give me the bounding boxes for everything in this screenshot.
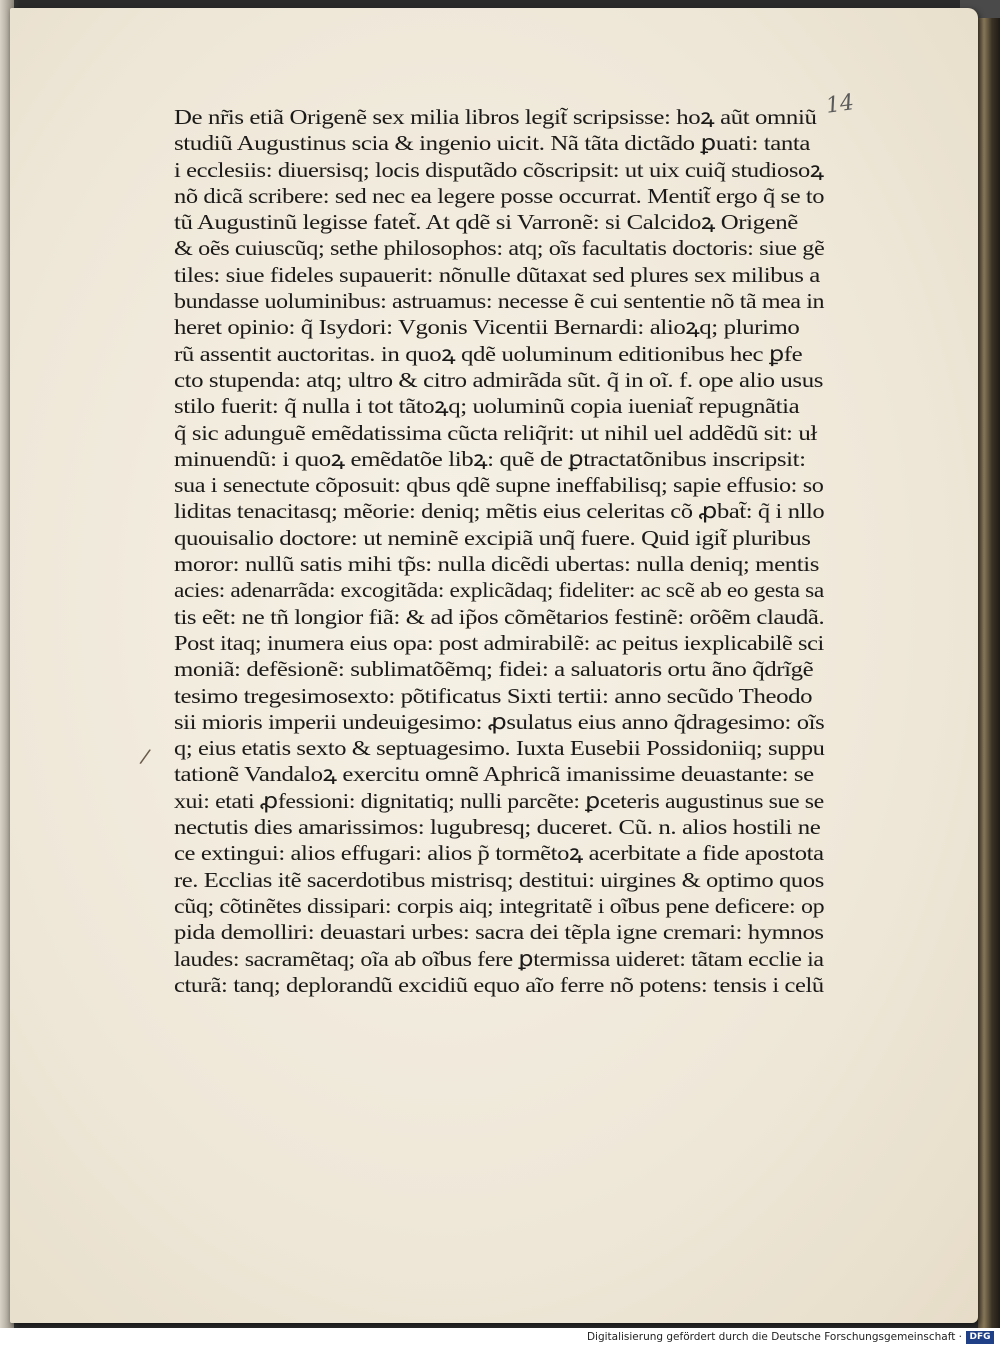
text-line: De nr̃is etiã Origenẽ sex milia libros legit̃ scripsisse: hoꝝ aũt omniũ [174,105,817,129]
text-line: nõ dicã scribere: sed nec ea legere posse occurrat. Mentit̃ ergo q̃ se to [174,183,825,208]
text-block [174,104,824,998]
text-line: tesimo tregesimosexto: põtificatus Sixti tertii: anno secũdo Theodo [174,683,813,708]
text-line: xui: etati ꝓfessioni: dignitatiq; nulli parcẽte: ꝑceteris augustinus sue se [174,788,824,813]
text-line: acies: adenarrãda: excogitãda: explicãdaq; fideliter: ac scẽ ab eo gesta sa [174,578,824,603]
text-line: tũ Augustinũ legisse fatet̃. At qdẽ si Varronẽ: si Calcidoꝝ Origenẽ [174,210,798,235]
book-edge [978,0,1000,1328]
text-line: cturã: tanq; deplorandũ excidiũ equo aĩo ferre nõ potens: tensis i celũ [174,972,824,997]
text-line: sii mioris imperii undeuigesimo: ꝓsulatus eius anno q̃dragesimo: oĩs [174,709,825,734]
text-line: & oẽs cuiuscũq; sethe philosophos: atq; oĩs facultatis doctoris: siue gẽ [174,236,825,261]
text-line: ce extingui: alios effugari: alios p̃ tormẽtoꝝ acerbitate a fide apostota [174,841,824,866]
text-line: quouisalio doctore: ut neminẽ excipiã unq̃ fuere. Quid igit̃ pluribus [174,525,811,550]
text-line: studiũ Augustinus scia & ingenio uicit. Nã tãta dictãdo ꝑuati: tanta [174,131,811,156]
text-line: tationẽ Vandaloꝝ exercitu omnẽ Aphricã imanissime deuastante: se [174,762,814,787]
text-line: minuendũ: i quoꝝ emẽdatõe libꝝ: quẽ de ꝑtractatõnibus inscripsit: [174,446,806,471]
text-line: stilo fuerit: q̃ nulla i tot tãtoꝝq; uoluminũ copia iueniat̃ repugnãtia [174,394,800,419]
text-line: moniã: defẽsionẽ: sublimatõẽmq; fidei: a saluatoris ortu ãno q̃drĩgẽ [174,657,814,682]
text-line: tiles: siue fideles supauerit: nõnulle dũtaxat sed plures sex milibus a [174,262,820,287]
text-line: Post itaq; inumera eius opa: post admirabilẽ: ac peitus iexplicabilẽ sci [174,630,824,655]
text-line: rũ assentit auctoritas. in quoꝝ qdẽ uoluminum editionibus hec ꝑfe [174,341,803,366]
dfg-logo: DFG [966,1331,994,1344]
text-line: liditas tenacitasq; mẽorie: deniq; mẽtis eius celeritas cõ ꝓbat̃: q̃ i nllo [174,499,825,524]
margin-mark: / [138,743,153,769]
text-line: laudes: sacramẽtaq; oĩa ab oĩbus fere ꝑtermissa uideret: tãtam ecclie ia [174,946,824,971]
text-line: cũq; cõtinẽtes dissipari: corpis aiq; integritatẽ i oĩbus pene deficere: op [174,893,825,918]
text-line: heret opinio: q̃ Isydori: Vgonis Vicentii Bernardi: alioꝝq; plurimo [174,315,800,340]
text-line: i ecclesiis: diuersisq; locis disputãdo cõscripsit: ut uix cuiq̃ studiosoꝝ [174,157,824,182]
text-line: bundasse uoluminibus: astruamus: necesse ẽ cui sententie nõ tã mea in [174,289,825,314]
text-line: re. Ecclias itẽ sacerdotibus mistrisq; destitui: uirgines & optimo quos [174,867,824,892]
text-line: tis eẽt: ne tñ longior fiã: & ad ip̃os cõmẽtarios festinẽ: orõẽm claudã. [174,604,825,629]
text-line: q; eius etatis sexto & septuagesimo. Iuxta Eusebii Possidoniiq; suppu [174,736,825,761]
footer-bar [0,1328,1000,1348]
folio-number: 14 [824,90,856,119]
text-line: pida demolliri: deuastari urbes: sacra dei tẽpla igne cremari: hymnos [174,920,824,945]
text-line: cto stupenda: atq; ultro & citro admirãda sũt. q̃ in oĩ. f. ope alio usus [174,367,823,392]
text-line: nectutis dies amarissimos: lugubresq; duceret. Cũ. n. alios hostili ne [174,815,821,840]
text-line: moror: nullũ satis mihi tp̃s: nulla dicẽdi ubertas: nulla deniq; mentis [174,552,819,577]
funding-credit: Digitalisierung gefördert durch die Deutsche Forschungsgemeinschaft · [586,1331,962,1343]
text-line: sua i senectute cõposuit: qbus qdẽ supne ineffabilisq; sapie effusio: so [174,473,824,498]
text-line: q̃ sic adunguẽ emẽdatissima cũcta reliq̃rit: ut nihil uel addẽdũ sit: uł [174,420,817,445]
